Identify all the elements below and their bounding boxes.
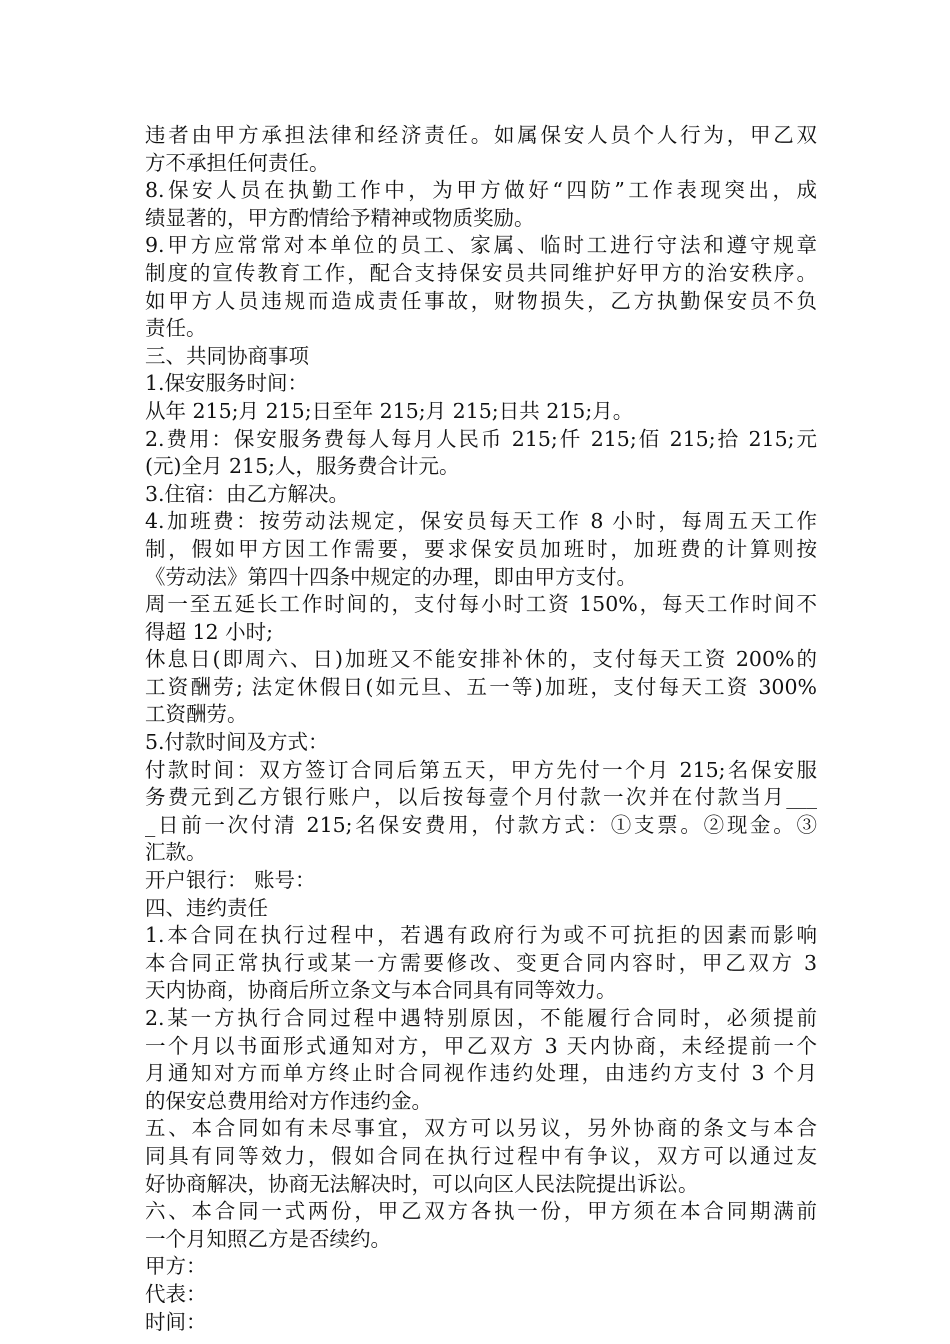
text-line: 开户银行： 账号： — [145, 868, 316, 893]
text-line: 月通知对方而单方终止时合同视作违约处理，由违约方支付 3 个月 — [145, 1061, 817, 1086]
text-line: 1.保安服务时间： — [145, 371, 309, 396]
text-line: _日前一次付清 215;名保安费用，付款方式：①支票。②现金。③ — [145, 812, 817, 837]
text-line: 工资酬劳; 法定休假日(如元旦、五一等)加班，支付每天工资 300% — [145, 674, 817, 699]
text-line: 2.费用：保安服务费每人每月人民币 215;仟 215;佰 215;拾 215;元 — [145, 426, 817, 451]
text-line: 8.保安人员在执勤工作中，为甲方做好“四防”工作表现突出，成 — [145, 178, 817, 203]
text-line: 从年 215;月 215;日至年 215;月 215;日共 215;月。 — [145, 398, 634, 423]
text-line: 三、共同协商事项 — [145, 343, 309, 368]
text-line: 如甲方人员违规而造成责任事故，财物损失，乙方执勤保安员不负 — [145, 288, 817, 313]
text-line: 工资酬劳。 — [145, 702, 248, 727]
text-line: 的保安总费用给对方作违约金。 — [145, 1088, 432, 1113]
text-line: 代表： — [145, 1281, 207, 1306]
text-line: 制度的宣传教育工作，配合支持保安员共同维护好甲方的治安秩序。 — [145, 260, 817, 285]
text-line: 4.加班费：按劳动法规定，保安员每天工作 8 小时，每周五天工作 — [145, 509, 817, 534]
text-line: 9.甲方应常常对本单位的员工、家属、临时工进行守法和遵守规章 — [145, 233, 817, 258]
text-line: 方不承担任何责任。 — [145, 150, 330, 175]
text-line: 一个月以书面形式通知对方，甲乙双方 3 天内协商，未经提前一个 — [145, 1033, 817, 1058]
text-line: 5.付款时间及方式： — [145, 730, 329, 755]
contract-page — [145, 122, 817, 1336]
text-line: 本合同正常执行或某一方需要修改、变更合同内容时，甲乙双方 3 — [145, 950, 817, 975]
text-line: 务费元到乙方银行账户，以后按每壹个月付款一次并在付款当月___ — [145, 785, 817, 810]
text-line: 六、本合同一式两份，甲乙双方各执一份，甲方须在本合同期满前 — [145, 1199, 817, 1224]
text-line: 五、本合同如有未尽事宜，双方可以另议，另外协商的条文与本合 — [145, 1116, 817, 1141]
text-line: (元)全月 215;人，服务费合计元。 — [145, 454, 460, 479]
text-line: 甲方： — [145, 1254, 207, 1279]
text-line: 《劳动法》第四十四条中规定的办理，即由甲方支付。 — [145, 564, 637, 589]
text-line: 违者由甲方承担法律和经济责任。如属保安人员个人行为，甲乙双 — [145, 123, 817, 147]
text-line: 2.某一方执行合同过程中遇特别原因，不能履行合同时，必须提前 — [145, 1006, 817, 1030]
text-line: 1.本合同在执行过程中，若遇有政府行为或不可抗拒的因素而影响 — [145, 923, 817, 948]
text-line: 好协商解决，协商无法解决时，可以向区人民法院提出诉讼。 — [145, 1171, 699, 1196]
text-line: 休息日(即周六、日)加班又不能安排补休的，支付每天工资 200%的 — [145, 647, 817, 672]
text-line: 周一至五延长工作时间的，支付每小时工资 150%，每天工作时间不 — [145, 592, 817, 617]
text-line: 付款时间：双方签订合同后第五天，甲方先付一个月 215;名保安服 — [145, 757, 817, 782]
text-line: 3.住宿：由乙方解决。 — [145, 481, 350, 506]
text-line: 绩显著的，甲方酌情给予精神或物质奖励。 — [145, 205, 535, 230]
text-line: 一个月知照乙方是否续约。 — [145, 1226, 391, 1251]
text-line: 得超 12 小时; — [145, 619, 274, 644]
text-line: 天内协商，协商后所立条文与本合同具有同等效力。 — [145, 978, 617, 1003]
text-line: 责任。 — [145, 316, 207, 341]
text-line: 制，假如甲方因工作需要，要求保安员加班时，加班费的计算则按 — [145, 536, 817, 561]
text-line: 四、违约责任 — [145, 895, 268, 920]
text-line: 汇款。 — [145, 840, 207, 865]
text-line: 时间： — [145, 1309, 207, 1334]
text-line: 同具有同等效力，假如合同在执行过程中有争议，双方可以通过友 — [145, 1143, 817, 1168]
